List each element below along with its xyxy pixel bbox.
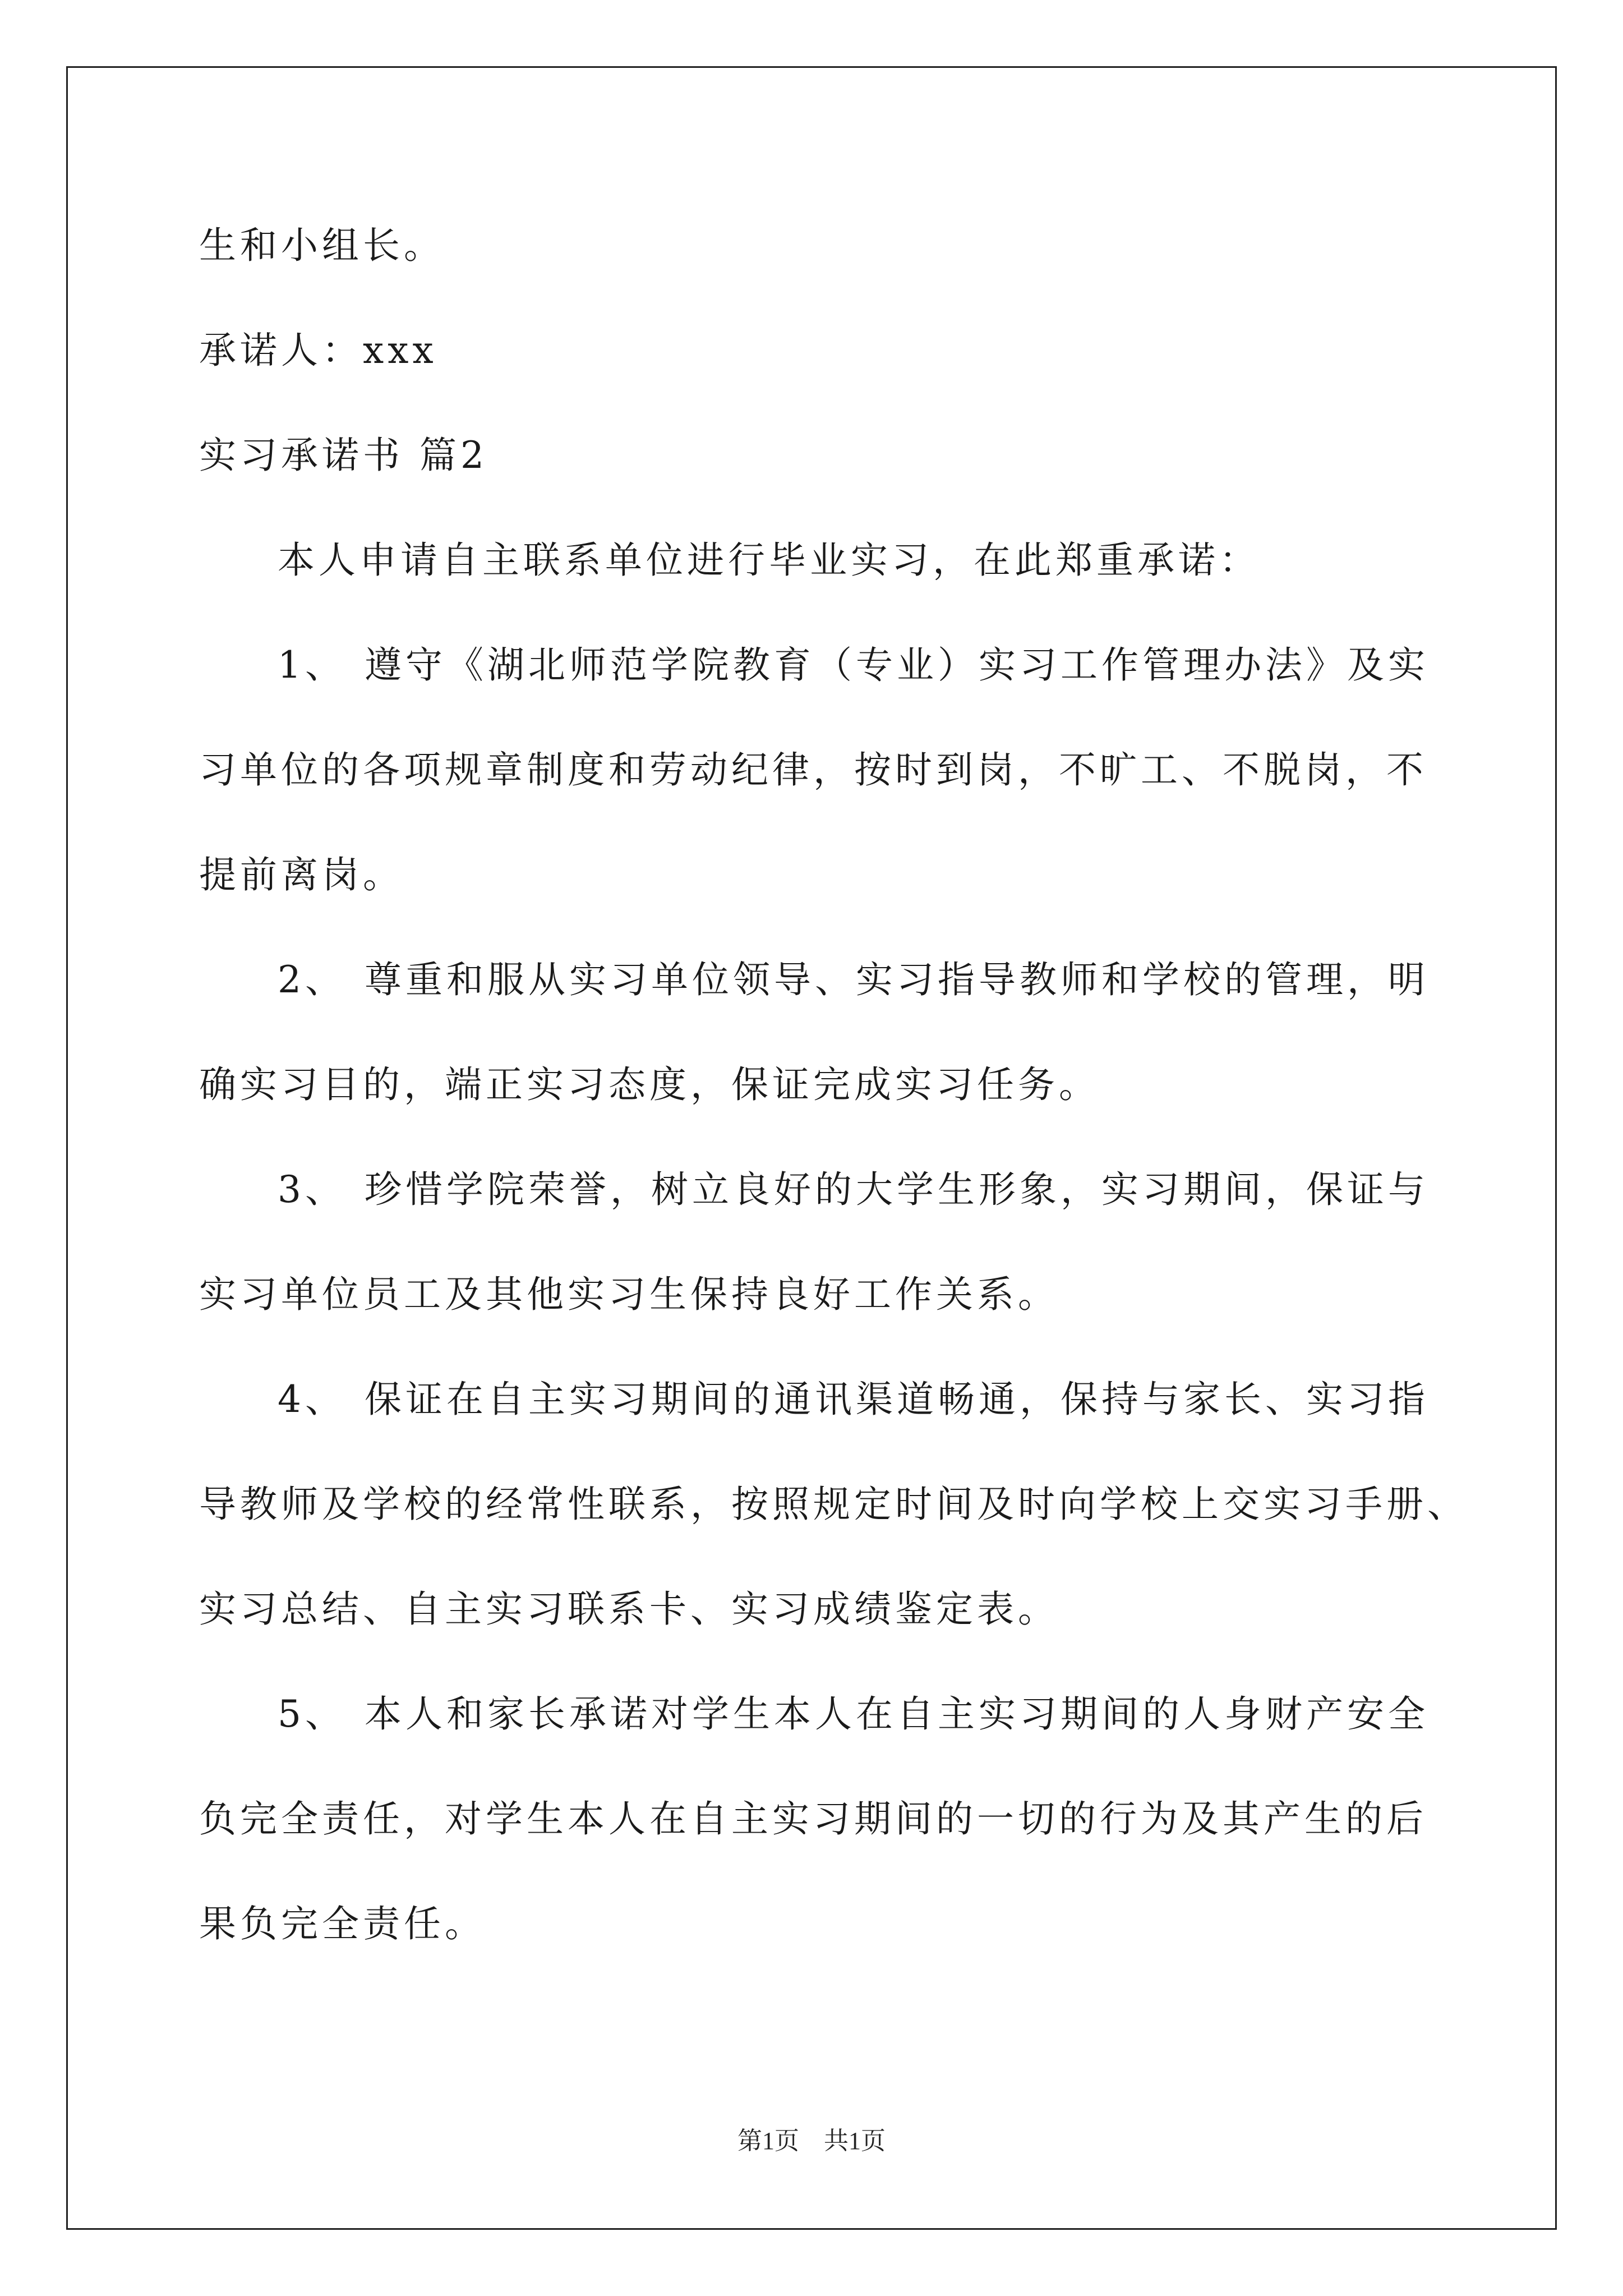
item-number: 2、 <box>278 958 346 1001</box>
item-1-line-3: 提前离岗。 <box>199 853 404 896</box>
item-4-line-2: 导教师及学校的经常性联系，按照规定时间及时向学校上交实习手册、 <box>199 1483 1468 1526</box>
item-3-line-1 <box>278 1168 1429 1211</box>
item-2-line-2: 确实习目的，端正实习态度，保证完成实习任务。 <box>199 1063 1100 1106</box>
item-text: 珍惜学院荣誉，树立良好的大学生形象，实习期间，保证与 <box>365 1168 1429 1211</box>
item-text: 遵守《湖北师范学院教育（专业）实习工作管理办法》及实 <box>365 643 1429 687</box>
item-5-line-1 <box>278 1692 1429 1736</box>
intro-paragraph: 本人申请自主联系单位进行毕业实习，在此郑重承诺： <box>278 539 1260 582</box>
item-1-line-2: 习单位的各项规章制度和劳动纪律，按时到岗，不旷工、不脱岗，不 <box>199 748 1427 792</box>
text-line: 生和小组长。 <box>199 224 445 267</box>
item-text: 本人和家长承诺对学生本人在自主实习期间的人身财产安全 <box>365 1692 1429 1736</box>
item-number: 1、 <box>278 643 346 687</box>
page-footer <box>0 2127 1623 2155</box>
signature-line: 承诺人：xxx <box>199 329 437 372</box>
item-2-line-1 <box>278 958 1429 1001</box>
item-number: 4、 <box>278 1378 346 1421</box>
item-4-line-3: 实习总结、自主实习联系卡、实习成绩鉴定表。 <box>199 1588 1059 1631</box>
item-5-line-3: 果负完全责任。 <box>199 1902 486 1945</box>
page-total: 共1页 <box>824 2127 886 2155</box>
item-number: 3、 <box>278 1168 346 1211</box>
item-text: 尊重和服从实习单位领导、实习指导教师和学校的管理，明 <box>365 958 1429 1001</box>
item-4-line-1 <box>278 1378 1429 1421</box>
page-number: 第1页 <box>737 2127 799 2155</box>
item-3-line-2: 实习单位员工及其他实习生保持良好工作关系。 <box>199 1273 1059 1316</box>
section-heading: 实习承诺书 篇2 <box>199 434 488 477</box>
item-5-line-2: 负完全责任，对学生本人在自主实习期间的一切的行为及其产生的后 <box>199 1797 1427 1841</box>
item-text: 保证在自主实习期间的通讯渠道畅通，保持与家长、实习指 <box>365 1378 1429 1421</box>
item-number: 5、 <box>278 1692 346 1736</box>
item-1-line-1 <box>278 643 1429 687</box>
